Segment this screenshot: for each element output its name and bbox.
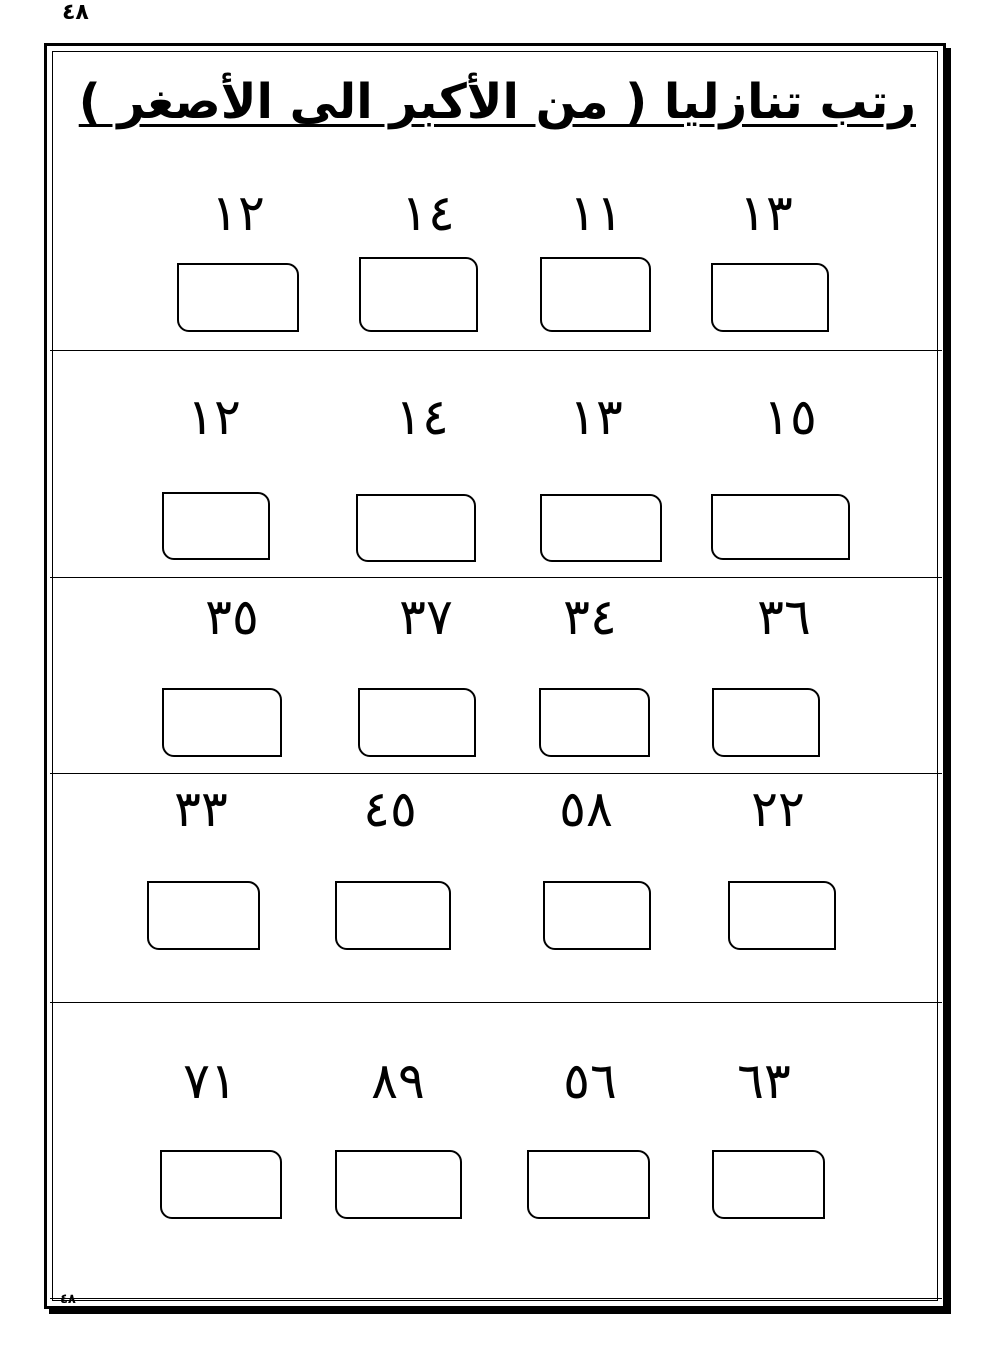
number-label: ٣٥: [205, 588, 259, 646]
answer-box[interactable]: [712, 1150, 825, 1219]
answer-box[interactable]: [359, 257, 478, 332]
number-label: ٤٥: [363, 780, 417, 838]
answer-box[interactable]: [162, 492, 270, 560]
answer-box[interactable]: [540, 494, 662, 562]
number-label: ٣٦: [757, 588, 811, 646]
answer-box[interactable]: [335, 1150, 462, 1219]
number-label: ١٢: [211, 184, 265, 242]
answer-box[interactable]: [358, 688, 476, 757]
answer-box[interactable]: [147, 881, 260, 950]
number-label: ٧١: [183, 1052, 237, 1110]
answer-box[interactable]: [356, 494, 476, 562]
answer-box[interactable]: [711, 263, 829, 332]
answer-box[interactable]: [162, 688, 282, 757]
page-number-bottom: ٤٨: [60, 1292, 76, 1307]
answer-box[interactable]: [539, 688, 650, 757]
row-divider: [50, 1298, 942, 1299]
number-label: ٨٩: [371, 1052, 425, 1110]
number-label: ٣٤: [563, 588, 617, 646]
number-label: ١١: [569, 184, 623, 242]
answer-box[interactable]: [335, 881, 451, 950]
answer-box[interactable]: [527, 1150, 650, 1219]
worksheet-title: رتب تنازليا ( من الأكبر الى الأصغر ): [78, 74, 916, 130]
number-label: ١٣: [569, 388, 623, 446]
answer-box[interactable]: [540, 257, 651, 332]
row-divider: [50, 773, 942, 774]
number-label: ٢٢: [751, 780, 805, 838]
number-label: ٥٨: [559, 780, 613, 838]
number-label: ١٥: [763, 388, 817, 446]
row-divider: [50, 577, 942, 578]
worksheet-inner-border: [52, 51, 938, 1301]
number-label: ٥٦: [563, 1052, 617, 1110]
answer-box[interactable]: [177, 263, 299, 332]
number-label: ٣٣: [174, 780, 228, 838]
page-number-top: ٤٨: [62, 0, 89, 25]
answer-box[interactable]: [160, 1150, 282, 1219]
row-divider: [50, 350, 942, 351]
number-label: ١٣: [739, 184, 793, 242]
number-label: ١٢: [187, 388, 241, 446]
row-divider: [50, 1002, 942, 1003]
answer-box[interactable]: [543, 881, 651, 950]
number-label: ١٤: [401, 184, 455, 242]
number-label: ١٤: [395, 388, 449, 446]
answer-box[interactable]: [711, 494, 850, 560]
number-label: ٦٣: [737, 1052, 791, 1110]
number-label: ٣٧: [399, 588, 453, 646]
answer-box[interactable]: [712, 688, 820, 757]
answer-box[interactable]: [728, 881, 836, 950]
